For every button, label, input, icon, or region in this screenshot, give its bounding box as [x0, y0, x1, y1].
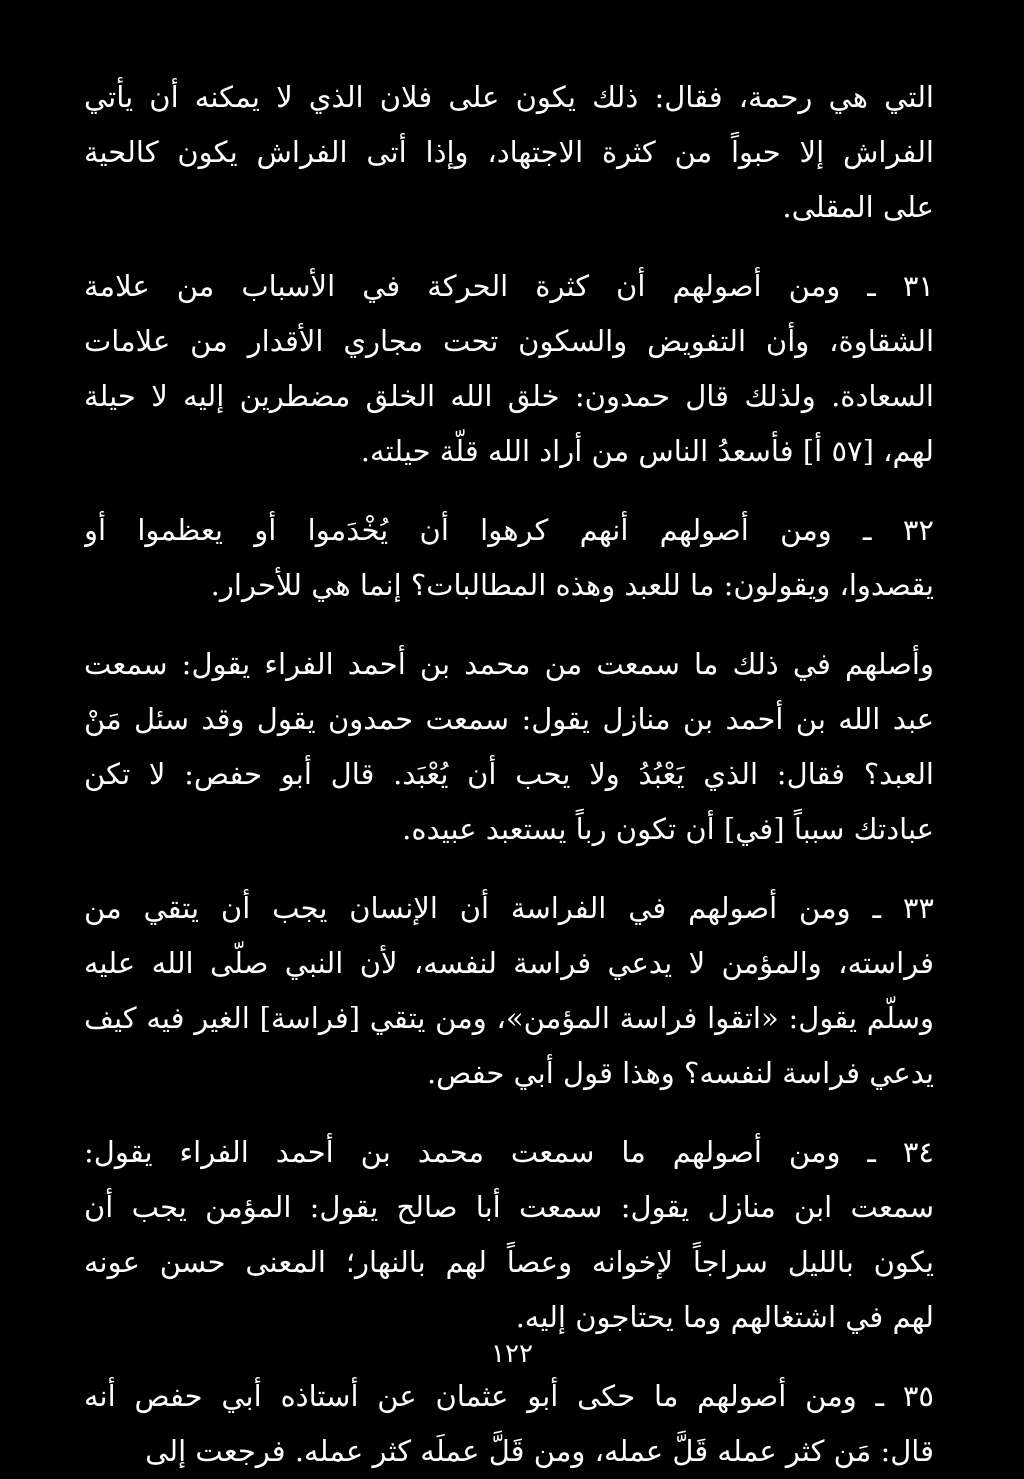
text-line: على المقلى. — [782, 190, 934, 224]
paragraph — [84, 637, 934, 857]
paragraph-gap — [84, 235, 934, 259]
text-line: سمعت ابن منازل يقول: سمعت أبا صالح يقول: المؤمن يجب أن — [84, 1190, 934, 1224]
text-line: ٣٢ ـ ومن أصولهم أنهم كرهوا أن يُخْدَموا أو يعظموا أو — [84, 513, 934, 547]
text-line: ٣٤ ـ ومن أصولهم ما سمعت محمد بن أحمد الفراء يقول: — [84, 1135, 934, 1169]
paragraph-gap — [84, 479, 934, 503]
text-line: وسلّم يقول: «اتقوا فراسة المؤمن»، ومن يتقي [فراسة] الغير فيه كيف — [84, 1001, 934, 1035]
paragraph — [84, 259, 934, 479]
paragraph-gap — [84, 857, 934, 881]
text-line: لهم في اشتغالهم وما يحتاجون إليه. — [515, 1300, 934, 1334]
text-line: العبد؟ فقال: الذي يَعْبُدُ ولا يحب أن يُعْبَد. قال أبو حفص: لا تكن — [84, 757, 934, 791]
paragraph — [84, 881, 934, 1101]
paragraph — [84, 503, 934, 613]
text-line: يكون بالليل سراجاً لإخوانه وعصاً لهم بالنهار؛ المعنى حسن عونه — [84, 1245, 934, 1279]
paragraph — [84, 1369, 934, 1479]
text-line: ٣٥ ـ ومن أصولهم ما حكى أبو عثمان عن أستاذه أبي حفص أنه — [84, 1379, 934, 1413]
text-line: ٣٣ ـ ومن أصولهم في الفراسة أن الإنسان يجب أن يتقي من — [84, 891, 934, 925]
text-line: التي هي رحمة، فقال: ذلك يكون على فلان الذي لا يمكنه أن يأتي — [84, 80, 934, 114]
text-line: عبد الله بن أحمد بن منازل يقول: سمعت حمدون يقول وقد سئل مَنْ — [84, 702, 934, 736]
text-line: عبادتك سبباً [في] أن تكون رباً يستعبد عبيده. — [402, 812, 934, 846]
text-line: يدعي فراسة لنفسه؟ وهذا قول أبي حفص. — [426, 1056, 934, 1090]
text-line: فراسته، والمؤمن لا يدعي فراسة لنفسه، لأن النبي صلّى الله عليه — [84, 946, 934, 980]
text-line: ٣١ ـ ومن أصولهم أن كثرة الحركة في الأسباب من علامة — [84, 269, 934, 303]
paragraph — [84, 70, 934, 235]
paragraph — [84, 1125, 934, 1345]
text-line: وأصلهم في ذلك ما سمعت من محمد بن أحمد الفراء يقول: سمعت — [84, 647, 934, 681]
text-line: قال: مَن كثر عمله قَلَّ عمله، ومن قَلَّ عملَه كثر عمله. فرجعت إلى — [145, 1434, 934, 1468]
text-line: الشقاوة، وأن التفويض والسكون تحت مجاري الأقدار من علامات — [84, 324, 934, 358]
text-line: الفراش إلا حبواً من كثرة الاجتهاد، وإذا أتى الفراش يكون كالحية — [84, 135, 934, 169]
text-line: لهم، [٥٧ أ] فأسعدُ الناس من أراد الله قلّة حيلته. — [360, 434, 934, 468]
paragraph-gap — [84, 613, 934, 637]
text-line: يقصدوا، ويقولون: ما للعبد وهذه المطالبات؟ إنما هي للأحرار. — [210, 568, 934, 602]
paragraph-gap — [84, 1101, 934, 1125]
page-body-text — [84, 70, 934, 1479]
page-number: ١٢٢ — [491, 1339, 533, 1369]
text-line: السعادة. ولذلك قال حمدون: خلق الله الخلق مضطرين إليه لا حيلة — [84, 379, 934, 413]
